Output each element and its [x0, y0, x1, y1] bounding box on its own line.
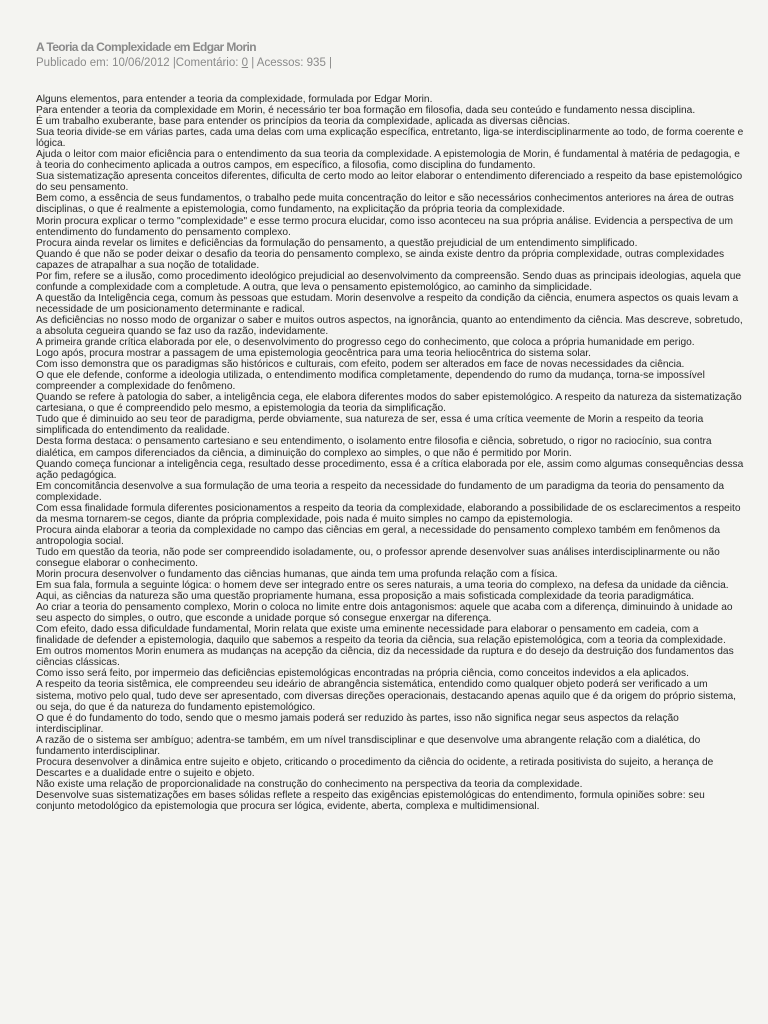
article-header: [36, 40, 736, 71]
article-paragraph: O que ele defende, conforme a ideologia utilizada, o entendimento modifica completamente, dependendo do rumo da mudança, torna-se impossível compreender a complexidade do fenômeno.: [36, 370, 705, 393]
article-paragraph: Logo após, procura mostrar a passagem de uma epistemologia geocêntrica para uma teoria heliocêntrica do sistema solar.: [36, 348, 591, 360]
article-meta: [36, 56, 736, 71]
article-paragraph: Com isso demonstra que os paradigmas são históricos e culturais, com efeito, podem ser alterados em face de novas necessidades da ciência.: [36, 359, 685, 371]
article-paragraph: A primeira grande crítica elaborada por ele, o desenvolvimento do progresso cego do conhecimento, que coloca a própria humanidade em perigo.: [36, 337, 695, 349]
article-paragraph: Procura desenvolver a dinâmica entre sujeito e objeto, criticando o procedimento da ciência do ocidente, a retirada positivista do sujeito, a herança de Descartes e a dualidade entre o sujeito e objeto.: [36, 756, 714, 779]
article-paragraph: Alguns elementos, para entender a teoria da complexidade, formulada por Edgar Morin.: [36, 94, 433, 105]
article-paragraph: Para entender a teoria da complexidade em Morin, é necessário ter boa formação em filosofia, dada seu conteúdo e fundamento nessa disciplina.: [36, 105, 696, 117]
article-paragraph: As deficiências no nosso modo de organizar o saber e muitos outros aspectos, na ignorância, quanto ao entendimento da ciência. Mas descreve, sobretudo, a absoluta cegueira quando se faz uso da razão, indevidamente.: [36, 314, 743, 337]
article-paragraph: A questão da Inteligência cega, comum às pessoas que estudam. Morin desenvolve a respeito da condição da ciência, enumera aspectos os quais levam a necessidade de um posicionamento determinante e radical.: [36, 292, 739, 315]
article-paragraph: Quando começa funcionar a inteligência cega, resultado desse procedimento, essa é a crítica elaborada por ele, assim como algumas consequências dessa ação pedagógica.: [36, 458, 744, 481]
article-paragraph: Sua sistematização apresenta conceitos diferentes, dificulta de certo modo ao leitor elaborar o entendimento diferenciado a respeito da base epistemológico do seu pensamento.: [36, 171, 743, 194]
article-paragraph: Aqui, as ciências da natureza são uma questão propriamente humana, essa proposição a mais sofisticada complexidade da teoria paradigmática.: [36, 591, 695, 603]
article-paragraph: Morin procura desenvolver o fundamento das ciências humanas, que ainda tem uma profunda relação com a física.: [36, 569, 558, 581]
article-paragraph: Tudo que é diminuido ao seu teor de paradigma, perde obviamente, sua natureza de ser, essa é uma crítica veemente de Morin a respeito da teoria simplificada do entendimento da realidade.: [36, 414, 704, 437]
article-paragraph: Em sua fala, formula a seguinte lógica: o homem deve ser integrado entre os seres naturais, a uma teoria do complexo, na defesa da unidade da ciência.: [36, 580, 729, 592]
article-title: A Teoria da Complexidade em Edgar Morin: [36, 40, 256, 54]
article-paragraph: Com efeito, dado essa dificuldade fundamental, Morin relata que existe uma eminente necessidade para elaborar o pensamento em cadeia, com a finalidade de defender a epistemologia, daquilo que sabemos a respeito da teoria da ciência, sua relação epistemológica, com a teoria da complexidade.: [36, 624, 726, 647]
article-paragraph: Como isso será feito, por impermeio das deficiências epistemológicas encontradas na própria ciência, como conceitos indevidos a ela aplicados.: [36, 668, 689, 680]
article-body: [36, 94, 744, 812]
article-paragraph: É um trabalho exuberante, base para entender os princípios da teoria da complexidade, aplicada as diversas ciências.: [36, 116, 571, 128]
article-paragraph: Desenvolve suas sistematizações em bases sólidas reflete a respeito das exigências epistemológicas do entendimento, formula opiniões sobre: seu conjunto metodológico da epistemologia que procura ser lógica, evidente, aberta, complexa e multidimensional.: [36, 789, 705, 812]
article-paragraph: Não existe uma relação de proporcionalidade na construção do conhecimento na perspectiva da teoria da complexidade.: [36, 778, 583, 790]
article-paragraph: Procura ainda revelar os limites e deficiências da formulação do pensamento, a questão prejudicial de um entendimento simplificado.: [36, 237, 638, 249]
article-paragraph: A razão de o sistema ser ambíguo; adentra-se também, em um nível transdisciplinar e que desenvolve uma abrangente relação com a dialética, do fundamento interdisciplinar.: [36, 734, 701, 757]
article-paragraph: O que é do fundamento do todo, sendo que o mesmo jamais poderá ser reduzido às partes, isso não significa negar seus aspectos da relação interdisciplinar.: [36, 712, 679, 735]
article-paragraph: Procura ainda elaborar a teoria da complexidade no campo das ciências em geral, a necessidade do pensamento complexo também em fenômenos da antropologia social.: [36, 524, 721, 547]
article-paragraph: Quando é que não se poder deixar o desafio da teoria do pensamento complexo, se ainda existe dentro da própria complexidade, outras complexidades capazes de atrapalhar a sua noção de totalidade.: [36, 248, 725, 271]
article-paragraph: Sua teoria divide-se em várias partes, cada uma delas com uma explicação específica, entretanto, liga-se interdisciplinarmente ao todo, de forma coerente e lógica.: [36, 127, 744, 150]
meta-published: Publicado em: 10/06/2012 |Comentário:: [36, 57, 242, 69]
meta-access-count: | Acessos: 935 |: [248, 57, 333, 69]
article-paragraph: Tudo em questão da teoria, não pode ser compreendido isoladamente, ou, o professor aprende desenvolver suas análises interdisciplinarmente ou não consegue elaborar o conhecimento.: [36, 546, 720, 569]
article-paragraph: Ajuda o leitor com maior eficiência para o entendimento da sua teoria da complexidade. A epistemologia de Morin, é fundamental à matéria de pedagogia, e à teoria do conhecimento aplicada a outros campos, em específico, a filosofia, como disciplina do fundamento.: [36, 149, 740, 172]
article-paragraph: Por fim, refere se a ilusão, como procedimento ideológico prejudicial ao desenvolvimento da compreensão. Sendo duas as principais ideologias, aquela que confunde a complexidade com a completude. A outra, que leva o pensamento epistemológico, ao caminho da simplicidade.: [36, 270, 742, 293]
article-paragraph: Quando se refere à patologia do saber, a inteligência cega, ele elabora diferentes modos do saber epistemológico. A respeito da natureza da sistematização cartesiana, o que é compreendido pelo mesmo, a epistemologia da teoria da simplificação.: [36, 392, 742, 415]
article-paragraph: Bem como, a essência de seus fundamentos, o trabalho pede muita concentração do leitor e são necessários conhecimentos anteriores na área de outras disciplinas, o que é realmente a epistemologia, como fundamento, na explicitação da própria teoria da complexidade.: [36, 193, 734, 216]
article-paragraph: Em outros momentos Morin enumera as mudanças na acepção da ciência, diz da necessidade da ruptura e do desejo da destruição dos fundamentos das ciências clássicas.: [36, 646, 734, 669]
comment-count-link[interactable]: 0: [241, 57, 249, 69]
article-paragraph: Em concomitância desenvolve a sua formulação de uma teoria a respeito da necessidade do fundamento de um paradigma da teoria do pensamento da complexidade.: [36, 480, 725, 503]
article-paragraph: Morin procura explicar o termo "complexidade" e esse termo procura elucidar, como isso aconteceu na sua própria análise. Evidencia a perspectiva de um entendimento do fundamento do pensamento complexo.: [36, 215, 733, 238]
article-paragraph: Ao criar a teoria do pensamento complexo, Morin o coloca no limite entre dois antagonismos: aquele que acaba com a diferença, diminuindo à unidade ao seu aspecto do simples, o outro, que esconde a unidade porque só consegue enxergar na diferença.: [36, 602, 733, 625]
article-paragraph: Com essa finalidade formula diferentes posicionamentos a respeito da teoria da complexidade, elaborando a possibilidade de os esclarecimentos a respeito da mesma tornarem-se cegos, diante da própria complexidade, pois nada é muito simples no campo da epistemologia.: [36, 502, 741, 525]
article-paragraph: A respeito da teoria sistêmica, ele compreendeu seu ideário de abrangência sistemática, entendido como qualquer objeto poderá ser verificado a um sistema, motivo pelo qual, tudo deve ser apresentado, com diversas direções operacionais, destacando apenas aquilo que é da origem do próprio sistema, ou seja, do que é da natureza do fundamento epistemológico.: [36, 679, 736, 713]
article-paragraph: Desta forma destaca: o pensamento cartesiano e seu entendimento, o isolamento entre filosofia e ciência, sobretudo, o rigor no raciocínio, sua contra dialética, em campos diferenciados da ciência, a diminuição do complexo ao simples, o que não é permitido por Morin.: [36, 436, 712, 459]
